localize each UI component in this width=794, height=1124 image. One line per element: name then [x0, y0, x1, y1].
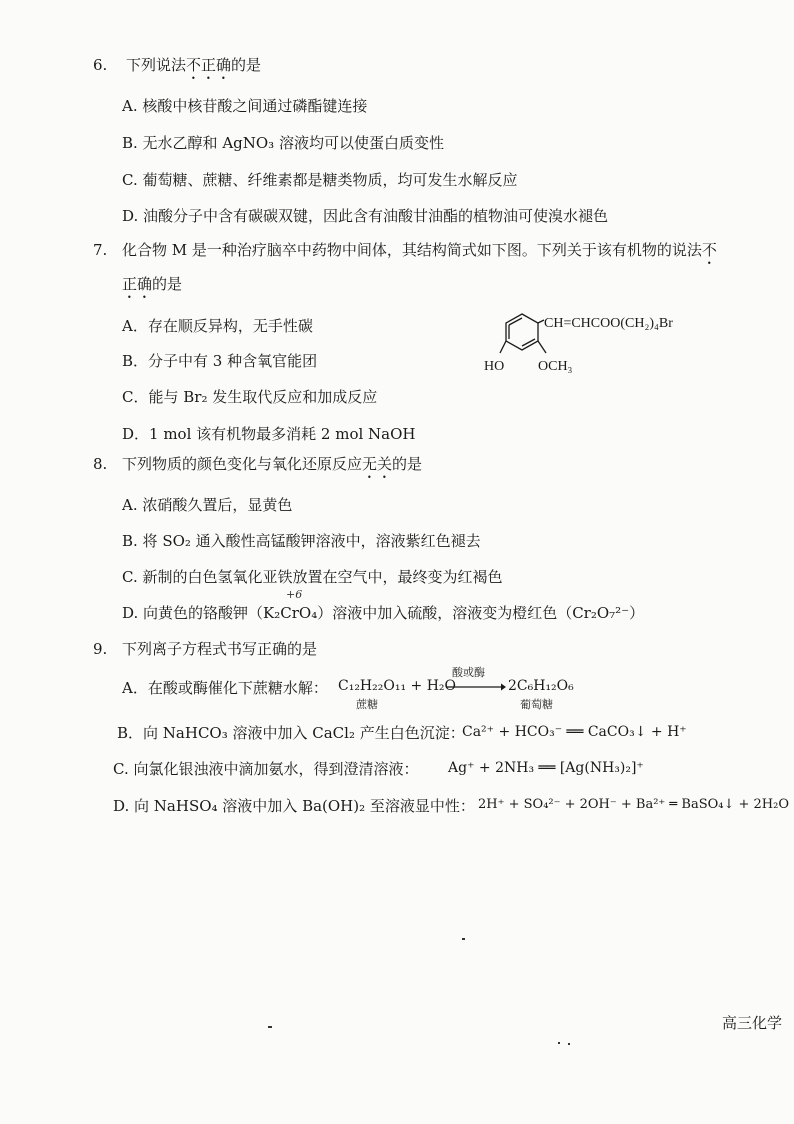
q6-stem-pre: 下列说法: [126, 56, 187, 74]
q6-stem-post: 的是: [231, 56, 262, 74]
q9-d-equation: 2H⁺ + SO₄²⁻ + 2OH⁻ + Ba²⁺ ═ BaSO₄↓ + 2H₂O: [478, 797, 789, 812]
q8-stem-emphasis: 无关: [362, 455, 393, 473]
q9-option-b-text: B．向 NaHCO₃ 溶液中加入 CaCl₂ 产生白色沉淀：: [117, 724, 465, 742]
benzene-ring: [500, 314, 546, 353]
q7-stem-emphasis-1: 不: [701, 241, 717, 259]
compound-m-structure: [484, 310, 784, 380]
q9-a-eq-left: C₁₂H₂₂O₁₁ + H₂O: [338, 678, 457, 694]
q9-option-a-text: A．在酸或酶催化下蔗糖水解：: [122, 679, 328, 697]
page-footer: 高三化学: [722, 1014, 783, 1032]
q9-option-c-text: C. 向氯化银浊液中滴加氨水，得到澄清溶液：: [113, 760, 419, 778]
hydroxyl-label: HO: [484, 359, 505, 374]
q9-a-under-right: 葡萄糖: [520, 698, 553, 711]
q9-b-equation: Ca²⁺ + HCO₃⁻ ══ CaCO₃↓ + H⁺: [462, 724, 687, 740]
q7-stem-emphasis-2: 正确: [122, 275, 153, 293]
q7-number: 7.: [93, 241, 108, 259]
q8-option-a: A. 浓硝酸久置后，显黄色: [122, 496, 293, 514]
q6-option-d: D. 油酸分子中含有碳碳双键，因此含有油酸甘油酯的植物油可使溴水褪色: [122, 207, 609, 225]
scan-speck: [558, 1042, 560, 1044]
scan-speck: [268, 1026, 272, 1028]
q6-option-b: B. 无水乙醇和 AgNO₃ 溶液均可以使蛋白质变性: [122, 134, 444, 152]
q8-handwritten-note: +6: [286, 588, 303, 601]
q8-option-d: D. 向黄色的铬酸钾（K₂CrO₄）溶液中加入硫酸，溶液变为橙红色（Cr₂O₇²⁻）: [122, 604, 645, 622]
q8-number: 8.: [93, 455, 108, 473]
scan-speck: [568, 1043, 570, 1045]
q9-number: 9.: [93, 640, 108, 658]
q6-option-c: C. 葡萄糖、蔗糖、纤维素都是糖类物质，均可发生水解反应: [122, 171, 518, 189]
q8-stem-pre: 下列物质的颜色变化与氧化还原反应: [122, 455, 363, 473]
q7-option-a: A．存在顺反异构，无手性碳: [122, 317, 313, 335]
reaction-arrow-icon: [446, 682, 506, 692]
q6-option-a: A. 核酸中核苷酸之间通过磷酯键连接: [122, 97, 368, 115]
q9-stem-text: 下列离子方程式书写正确的是: [122, 640, 318, 658]
q6-stem-emphasis: 不正确: [186, 56, 232, 74]
q8-stem-post: 的是: [392, 455, 423, 473]
q9-option-d-text: D. 向 NaHSO₄ 溶液中加入 Ba(OH)₂ 至溶液显中性：: [113, 797, 475, 815]
q7-option-d: D．1 mol 该有机物最多消耗 2 mol NaOH: [122, 425, 416, 443]
q7-stem-post: 的是: [152, 275, 183, 293]
q9-a-eq-right: 2C₆H₁₂O₆: [508, 678, 574, 694]
q7-stem-line2: [122, 274, 182, 302]
methoxy-label: OCH₃: [538, 359, 573, 374]
q7-option-b: B．分子中有 3 种含氧官能团: [122, 352, 318, 370]
scan-speck: [462, 938, 465, 940]
q9-c-equation: Ag⁺ + 2NH₃ ══ [Ag(NH₃)₂]⁺: [448, 760, 644, 776]
q6-number: 6.: [93, 56, 108, 74]
q8-option-b: B. 将 SO₂ 通入酸性高锰酸钾溶液中，溶液紫红色褪去: [122, 532, 481, 550]
side-chain-label: CH=CHCOO(CH₂)₄Br: [544, 316, 673, 331]
q9-a-under-left: 蔗糖: [356, 698, 378, 711]
q7-stem-pre: 化合物 M 是一种治疗脑卒中药物中间体，其结构简式如下图。下列关于该有机物的说法: [122, 241, 702, 259]
q8-option-c: C. 新制的白色氢氧化亚铁放置在空气中，最终变为红褐色: [122, 568, 503, 586]
q7-option-c: C．能与 Br₂ 发生取代反应和加成反应: [122, 388, 378, 406]
q9-a-arrow-label: 酸或酶: [452, 666, 485, 679]
